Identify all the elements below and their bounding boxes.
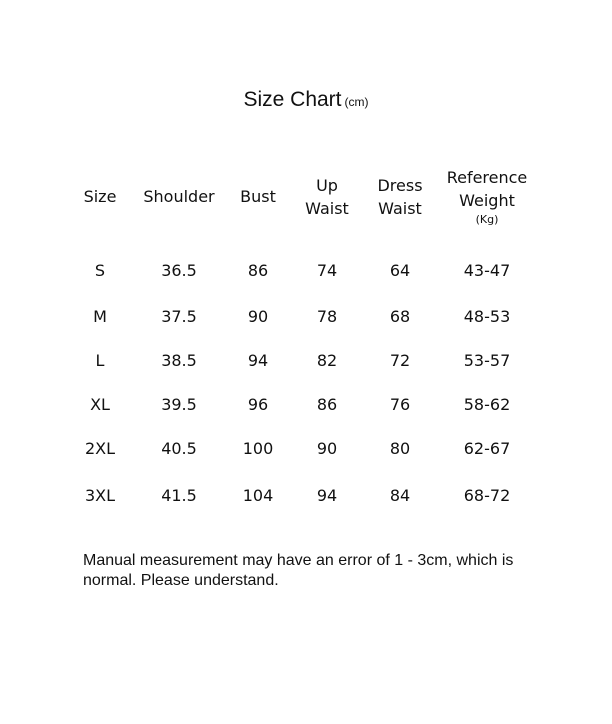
header-line: Reference: [446, 168, 528, 187]
size-cell: S: [94, 261, 106, 280]
size-cell: 3XL: [84, 486, 116, 505]
table-cell: 80: [389, 439, 411, 458]
table-cell: 94: [247, 351, 269, 370]
table-cell: 86: [247, 261, 269, 280]
table-cell: 41.5: [161, 486, 197, 505]
size-cell: XL: [90, 395, 110, 414]
table-cell: 90: [316, 439, 338, 458]
header-line: Waist: [305, 199, 349, 218]
header-line: Waist: [378, 199, 422, 218]
title-text: Size Chart: [243, 88, 342, 111]
measurement-note: Manual measurement may have an error of 1 - 3cm, which is normal. Please understand.: [83, 552, 514, 589]
table-cell: 84: [389, 486, 411, 505]
table-cell: 58-62: [463, 395, 511, 414]
table-cell: 48-53: [463, 307, 511, 326]
table-cell: 64: [389, 261, 411, 280]
table-cell: 90: [247, 307, 269, 326]
table-cell: 96: [247, 395, 269, 414]
table-cell: 53-57: [463, 351, 511, 370]
table-cell: 100: [242, 439, 274, 458]
table-cell: 40.5: [161, 439, 197, 458]
table-cell: 68-72: [463, 486, 511, 505]
header-reference-weight: [432, 166, 542, 228]
table-cell: 68: [389, 307, 411, 326]
header-line: Weight: [459, 191, 515, 210]
table-cell: 72: [389, 351, 411, 370]
table-cell: 38.5: [161, 351, 197, 370]
table-cell: 104: [242, 486, 274, 505]
header-unit: (Kg): [475, 213, 499, 226]
table-cell: 86: [316, 395, 338, 414]
table-cell: 76: [389, 395, 411, 414]
size-cell: 2XL: [84, 439, 116, 458]
table-cell: 43-47: [463, 261, 511, 280]
table-cell: 37.5: [161, 307, 197, 326]
size-chart-title: [0, 88, 612, 112]
header-line: Up: [316, 176, 338, 195]
header-line: Size: [83, 187, 117, 206]
title-unit: (cm): [344, 95, 369, 109]
header-line: Bust: [240, 187, 276, 206]
table-cell: 94: [316, 486, 338, 505]
table-cell: 74: [316, 261, 338, 280]
table-cell: 36.5: [161, 261, 197, 280]
header-line: Dress: [377, 176, 423, 195]
table-cell: 82: [316, 351, 338, 370]
header-line: Shoulder: [143, 187, 215, 206]
size-cell: M: [93, 307, 107, 326]
table-cell: 39.5: [161, 395, 197, 414]
size-cell: L: [95, 351, 105, 370]
table-cell: 62-67: [463, 439, 511, 458]
table-cell: 78: [316, 307, 338, 326]
